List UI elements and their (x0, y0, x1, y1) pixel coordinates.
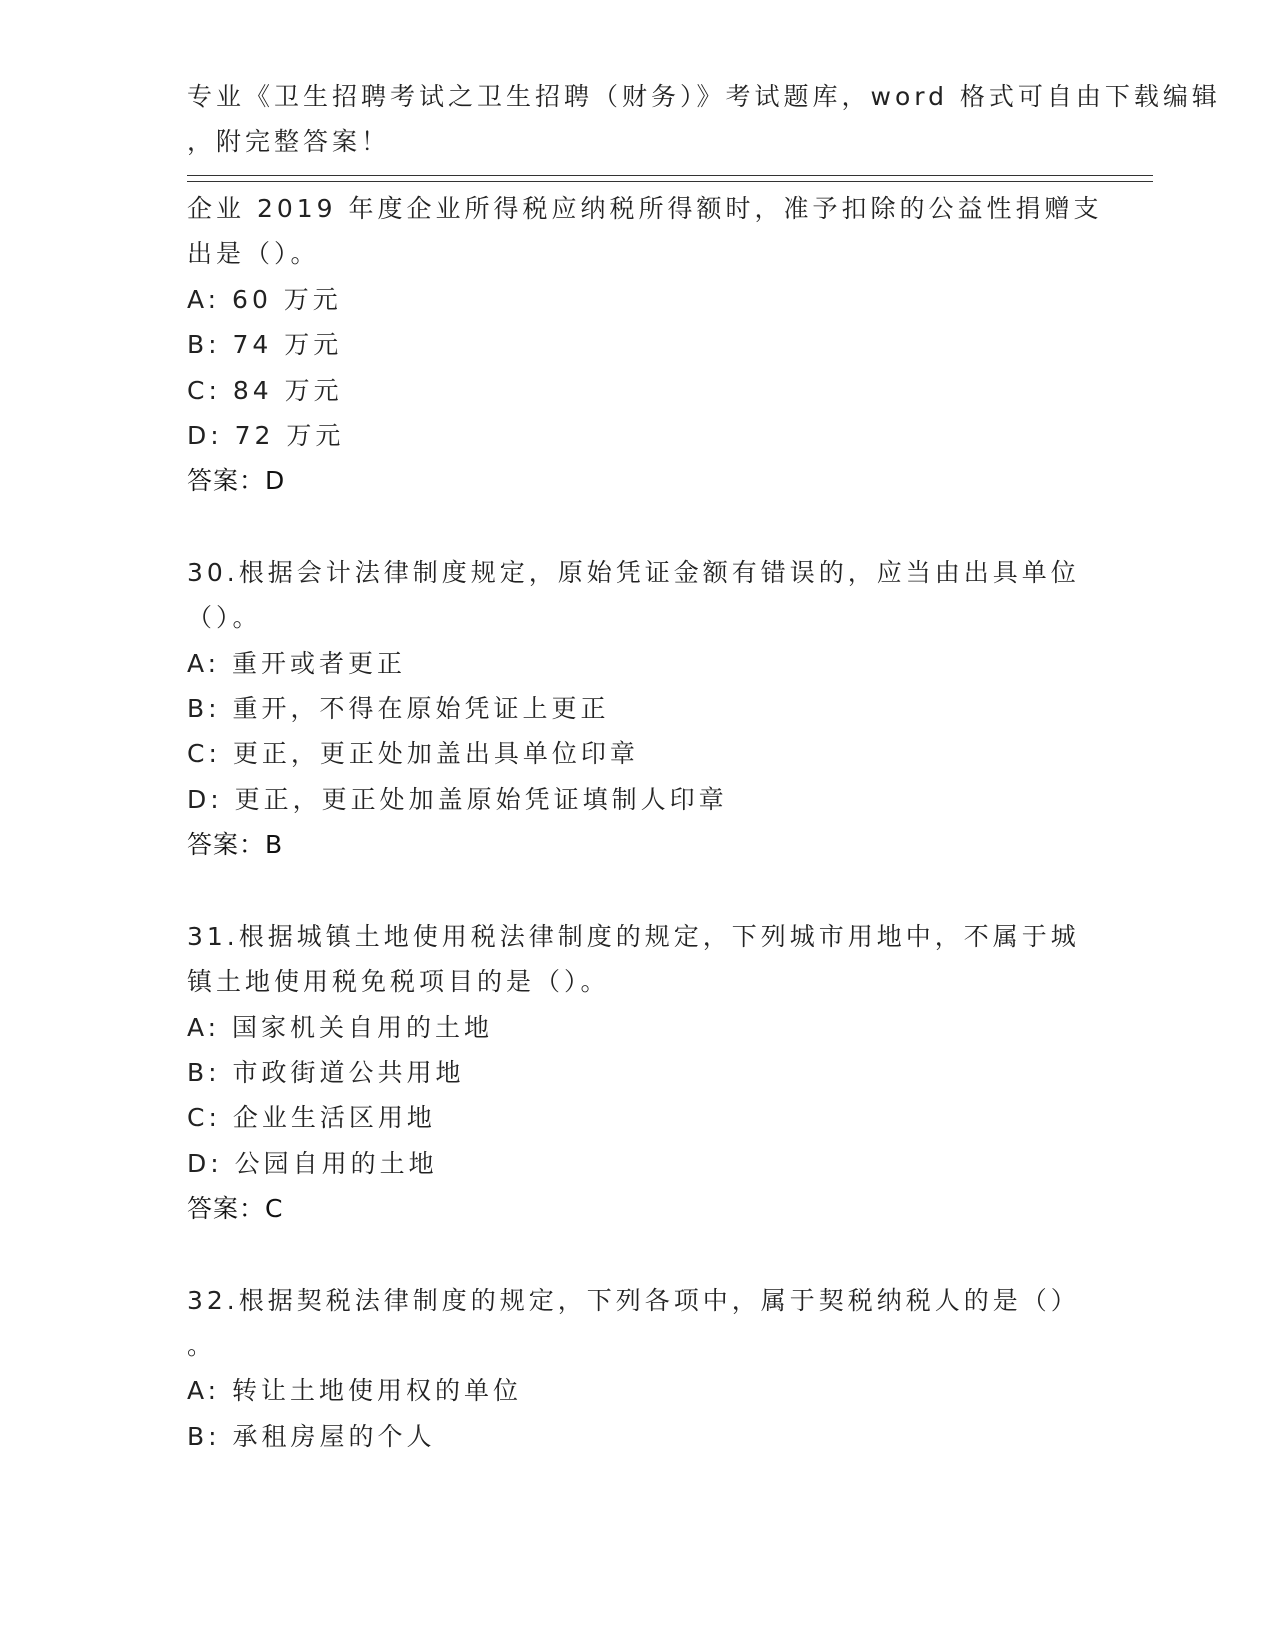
option-c: C: 84 万元 (187, 375, 343, 405)
question-stem-line: 。 (187, 1330, 217, 1360)
question-stem-line: 30.根据会计法律制度规定，原始凭证金额有错误的，应当由出具单位 (187, 557, 1080, 587)
document-header (187, 74, 1221, 165)
header-line-2: ，附完整答案！ (187, 127, 391, 157)
spacer (187, 1232, 1087, 1278)
question-stem-line: 镇土地使用税免税项目的是（）。 (187, 967, 610, 997)
option-b: B: 74 万元 (187, 330, 343, 360)
option-c: C: 更正，更正处加盖出具单位印章 (187, 739, 639, 769)
option-d: D: 72 万元 (187, 421, 345, 451)
option-a: A: 转让土地使用权的单位 (187, 1376, 523, 1406)
spacer (187, 504, 1087, 550)
question-stem-line: 32.根据契税法律制度的规定，下列各项中，属于契税纳税人的是（） (187, 1285, 1080, 1315)
option-b: B: 市政街道公共用地 (187, 1057, 465, 1087)
header-divider-bottom (187, 181, 1153, 182)
question-stem-line: 企业 2019 年度企业所得税应纳税所得额时，准予扣除的公益性捐赠支 (187, 194, 1103, 223)
question-block-30 (187, 550, 1087, 868)
option-a: A: 重开或者更正 (187, 648, 407, 678)
answer-label: 答案：B (187, 830, 284, 860)
question-block-continued (187, 186, 1103, 504)
option-a: A: 60 万元 (187, 284, 342, 314)
option-b: B: 重开，不得在原始凭证上更正 (187, 694, 610, 724)
question-stem-line: （）。 (187, 603, 262, 633)
question-stem-line: 出是（）。 (187, 239, 320, 269)
question-list (187, 186, 1103, 1459)
spacer (187, 868, 1087, 914)
option-d: D: 更正，更正处加盖原始凭证填制人印章 (187, 784, 728, 814)
question-block-32 (187, 1278, 1087, 1460)
header-divider-top (187, 175, 1153, 176)
question-stem-line: 31.根据城镇土地使用税法律制度的规定，下列城市用地中，不属于城 (187, 921, 1080, 951)
question-block-31 (187, 914, 1087, 1232)
answer-label: 答案：C (187, 1194, 284, 1224)
answer-label: 答案：D (187, 466, 286, 496)
option-b: B: 承租房屋的个人 (187, 1421, 436, 1451)
option-d: D: 公园自用的土地 (187, 1148, 438, 1178)
option-a: A: 国家机关自用的土地 (187, 1012, 494, 1042)
option-c: C: 企业生活区用地 (187, 1103, 436, 1133)
header-line-1: 专业《卫生招聘考试之卫生招聘（财务）》考试题库，word 格式可自由下载编辑 (187, 82, 1221, 111)
